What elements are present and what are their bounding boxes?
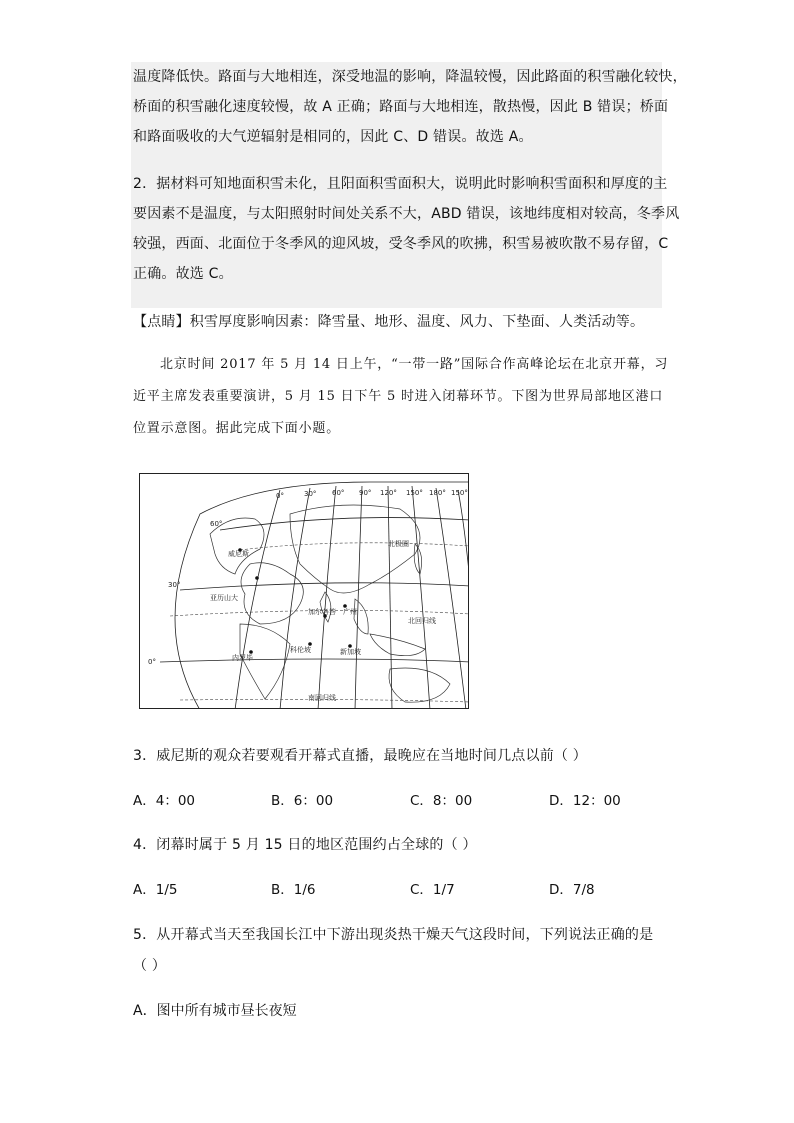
intro-line: 北京时间 2017 年 5 月 14 日上午，“一带一路”国际合作高峰论坛在北京开幕，习 [160,357,669,372]
explanation-1-line: 桥面的积雪融化速度较慢，故 A 正确；路面与大地相连，散热慢，因此 B 错误；桥面 [133,99,669,115]
tip-line: 【点睛】积雪厚度影响因素：降雪量、地形、温度、风力、下垫面、人类活动等。 [133,314,645,330]
lon-label: 120° [380,489,397,497]
city-label-kolkata: 加尔各答 [308,608,336,616]
question-5-option-a[interactable]: A．图中所有城市昼长夜短 [133,1003,297,1019]
lon-label: 30° [304,490,317,498]
longitude-labels [276,489,468,500]
lat-label: 0° [148,658,156,666]
lat-label: 60° [210,520,223,528]
explanation-2-line: 较强，西面、北面位于冬季风的迎风坡，受冬季风的吹拂，积雪易被吹散不易存留，C [133,236,669,252]
arctic-circle-label: 北极圈 [388,540,409,548]
question-4-stem: 4．闭幕时属于 5 月 15 日的地区范围约占全球的（ ） [133,837,477,853]
question-3-option-c[interactable]: C．8：00 [410,793,473,809]
lon-label: 180° [429,489,446,497]
land-masses [210,505,450,702]
city-label-alexandria: 亚历山大 [210,594,238,602]
intro-line: 位置示意图。据此完成下面小题。 [133,421,341,436]
city-label-nairobi: 内罗毕 [232,654,253,662]
city-label-colombo: 科伦坡 [290,646,311,654]
question-4-option-d[interactable]: D．7/8 [549,882,595,898]
map-svg [140,474,469,709]
question-5-stem: 5．从开幕式当天至我国长江中下游出现炎热干燥天气这段时间，下列说法正确的是 [133,927,654,943]
lon-label: 60° [332,489,345,497]
question-3-option-a[interactable]: A．4：00 [133,793,196,809]
tropic-capricorn-label: 南回归线 [308,694,336,702]
meridians [235,486,469,709]
lon-label: 90° [359,489,372,497]
question-3-option-b[interactable]: B．6：00 [271,793,334,809]
city-label-venice: 威尼斯 [228,550,249,558]
explanation-1-line: 温度降低快。路面与大地相连，深受地温的影响，降温较慢，因此路面的积雪融化较快， [133,69,687,85]
question-4-option-b[interactable]: B．1/6 [271,882,316,898]
question-3-option-d[interactable]: D．12：00 [549,793,621,809]
question-5-stem-bracket: （ ） [133,958,167,974]
city-dot-alexandria [255,576,259,580]
question-3-stem: 3．威尼斯的观众若要观看开幕式直播，最晚应在当地时间几点以前（ ） [133,748,587,764]
question-4-option-c[interactable]: C．1/7 [410,882,455,898]
explanation-1-line: 和路面吸收的大气逆辐射是相同的，因此 C、D 错误。故选 A。 [133,129,533,145]
city-label-guangzhou: 广州 [343,608,357,616]
explanation-2-line: 要因素不是温度，与太阳照射时间处关系不大，ABD 错误，该地纬度相对较高，冬季风 [133,206,680,222]
lat-label: 30° [168,581,181,589]
city-labels [210,549,361,662]
port-location-map [139,473,469,709]
lon-label: 150° [451,489,468,497]
lon-label: 0° [276,492,284,500]
latitude-labels [148,520,222,666]
parallels [160,518,469,662]
lon-label: 150° [406,489,423,497]
explanation-2-line: 正确。故选 C。 [133,266,233,282]
city-label-singapore: 新加坡 [340,648,361,656]
tropic-cancer-label: 北回归线 [408,617,436,625]
question-4-option-a[interactable]: A．1/5 [133,882,178,898]
explanation-2-line: 2．据材料可知地面积雪未化，且阳面积雪面积大，说明此时影响积雪面积和厚度的主 [133,176,668,192]
intro-line: 近平主席发表重要演讲，5 月 15 日下午 5 时进入闭幕环节。下图为世界局部地区港口 [133,389,664,404]
city-markers [238,548,352,654]
